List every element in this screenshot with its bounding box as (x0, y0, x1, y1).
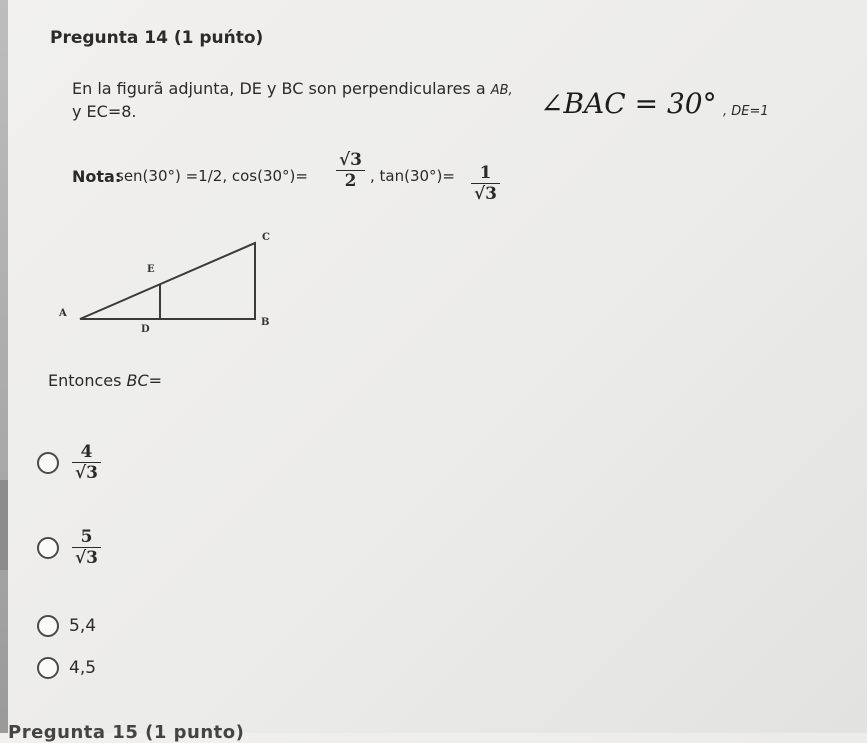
prompt-prefix: Entonces (48, 371, 127, 390)
triangle-abc (80, 243, 255, 319)
question-statement-line2: y EC=8. (72, 102, 137, 121)
option-numerator: 5 (80, 527, 93, 547)
label-d: D (141, 324, 150, 335)
left-scrollbar[interactable] (0, 0, 8, 733)
segment-ab: AB, (490, 83, 513, 98)
option-label: 4,5 (69, 658, 97, 678)
answer-option-1[interactable] (37, 442, 104, 483)
tan-text: , tan(30°)= (370, 167, 455, 185)
answer-option-4[interactable] (37, 657, 96, 679)
radio-button[interactable] (37, 452, 59, 474)
tan-denominator: √3 (471, 183, 500, 204)
label-e: E (147, 264, 155, 275)
question-title: Pregunta 14 (1 puńto) (50, 28, 264, 48)
scrollbar-thumb[interactable] (0, 480, 8, 570)
statement-text: En la figurã adjunta, DE y BC son perpendiculares a (72, 79, 491, 98)
radio-button[interactable] (37, 537, 59, 559)
option-numerator: 4 (80, 442, 93, 462)
cos-fraction (336, 150, 365, 191)
label-c: C (262, 232, 270, 243)
option-fraction (72, 442, 101, 483)
cos-denominator: 2 (336, 170, 365, 191)
next-question-title: Pregunta 15 (1 punto) (8, 722, 245, 743)
angle-expression: ∠BAC = 30° (540, 87, 717, 120)
triangle-figure (55, 225, 285, 345)
cos-numerator: √3 (339, 150, 363, 170)
note-sin-cos: sen(30°) =1/2, cos(30°)= (116, 167, 308, 185)
note-label: Nota: (72, 167, 122, 186)
radio-button[interactable] (37, 657, 59, 679)
prompt-variable: BC= (126, 371, 163, 390)
question-prompt (48, 371, 162, 390)
option-label: 5,4 (69, 616, 97, 636)
option-fraction (72, 527, 101, 568)
option-denominator: √3 (72, 462, 101, 483)
answer-option-3[interactable] (37, 615, 96, 637)
label-b: B (261, 317, 270, 328)
answer-option-2[interactable] (37, 527, 104, 568)
question-statement-line1 (72, 79, 513, 98)
label-a: A (59, 308, 67, 319)
tan-fraction (471, 163, 500, 204)
radio-button[interactable] (37, 615, 59, 637)
tan-numerator: 1 (479, 163, 492, 183)
de-value: , DE=1 (723, 104, 769, 119)
option-denominator: √3 (72, 547, 101, 568)
